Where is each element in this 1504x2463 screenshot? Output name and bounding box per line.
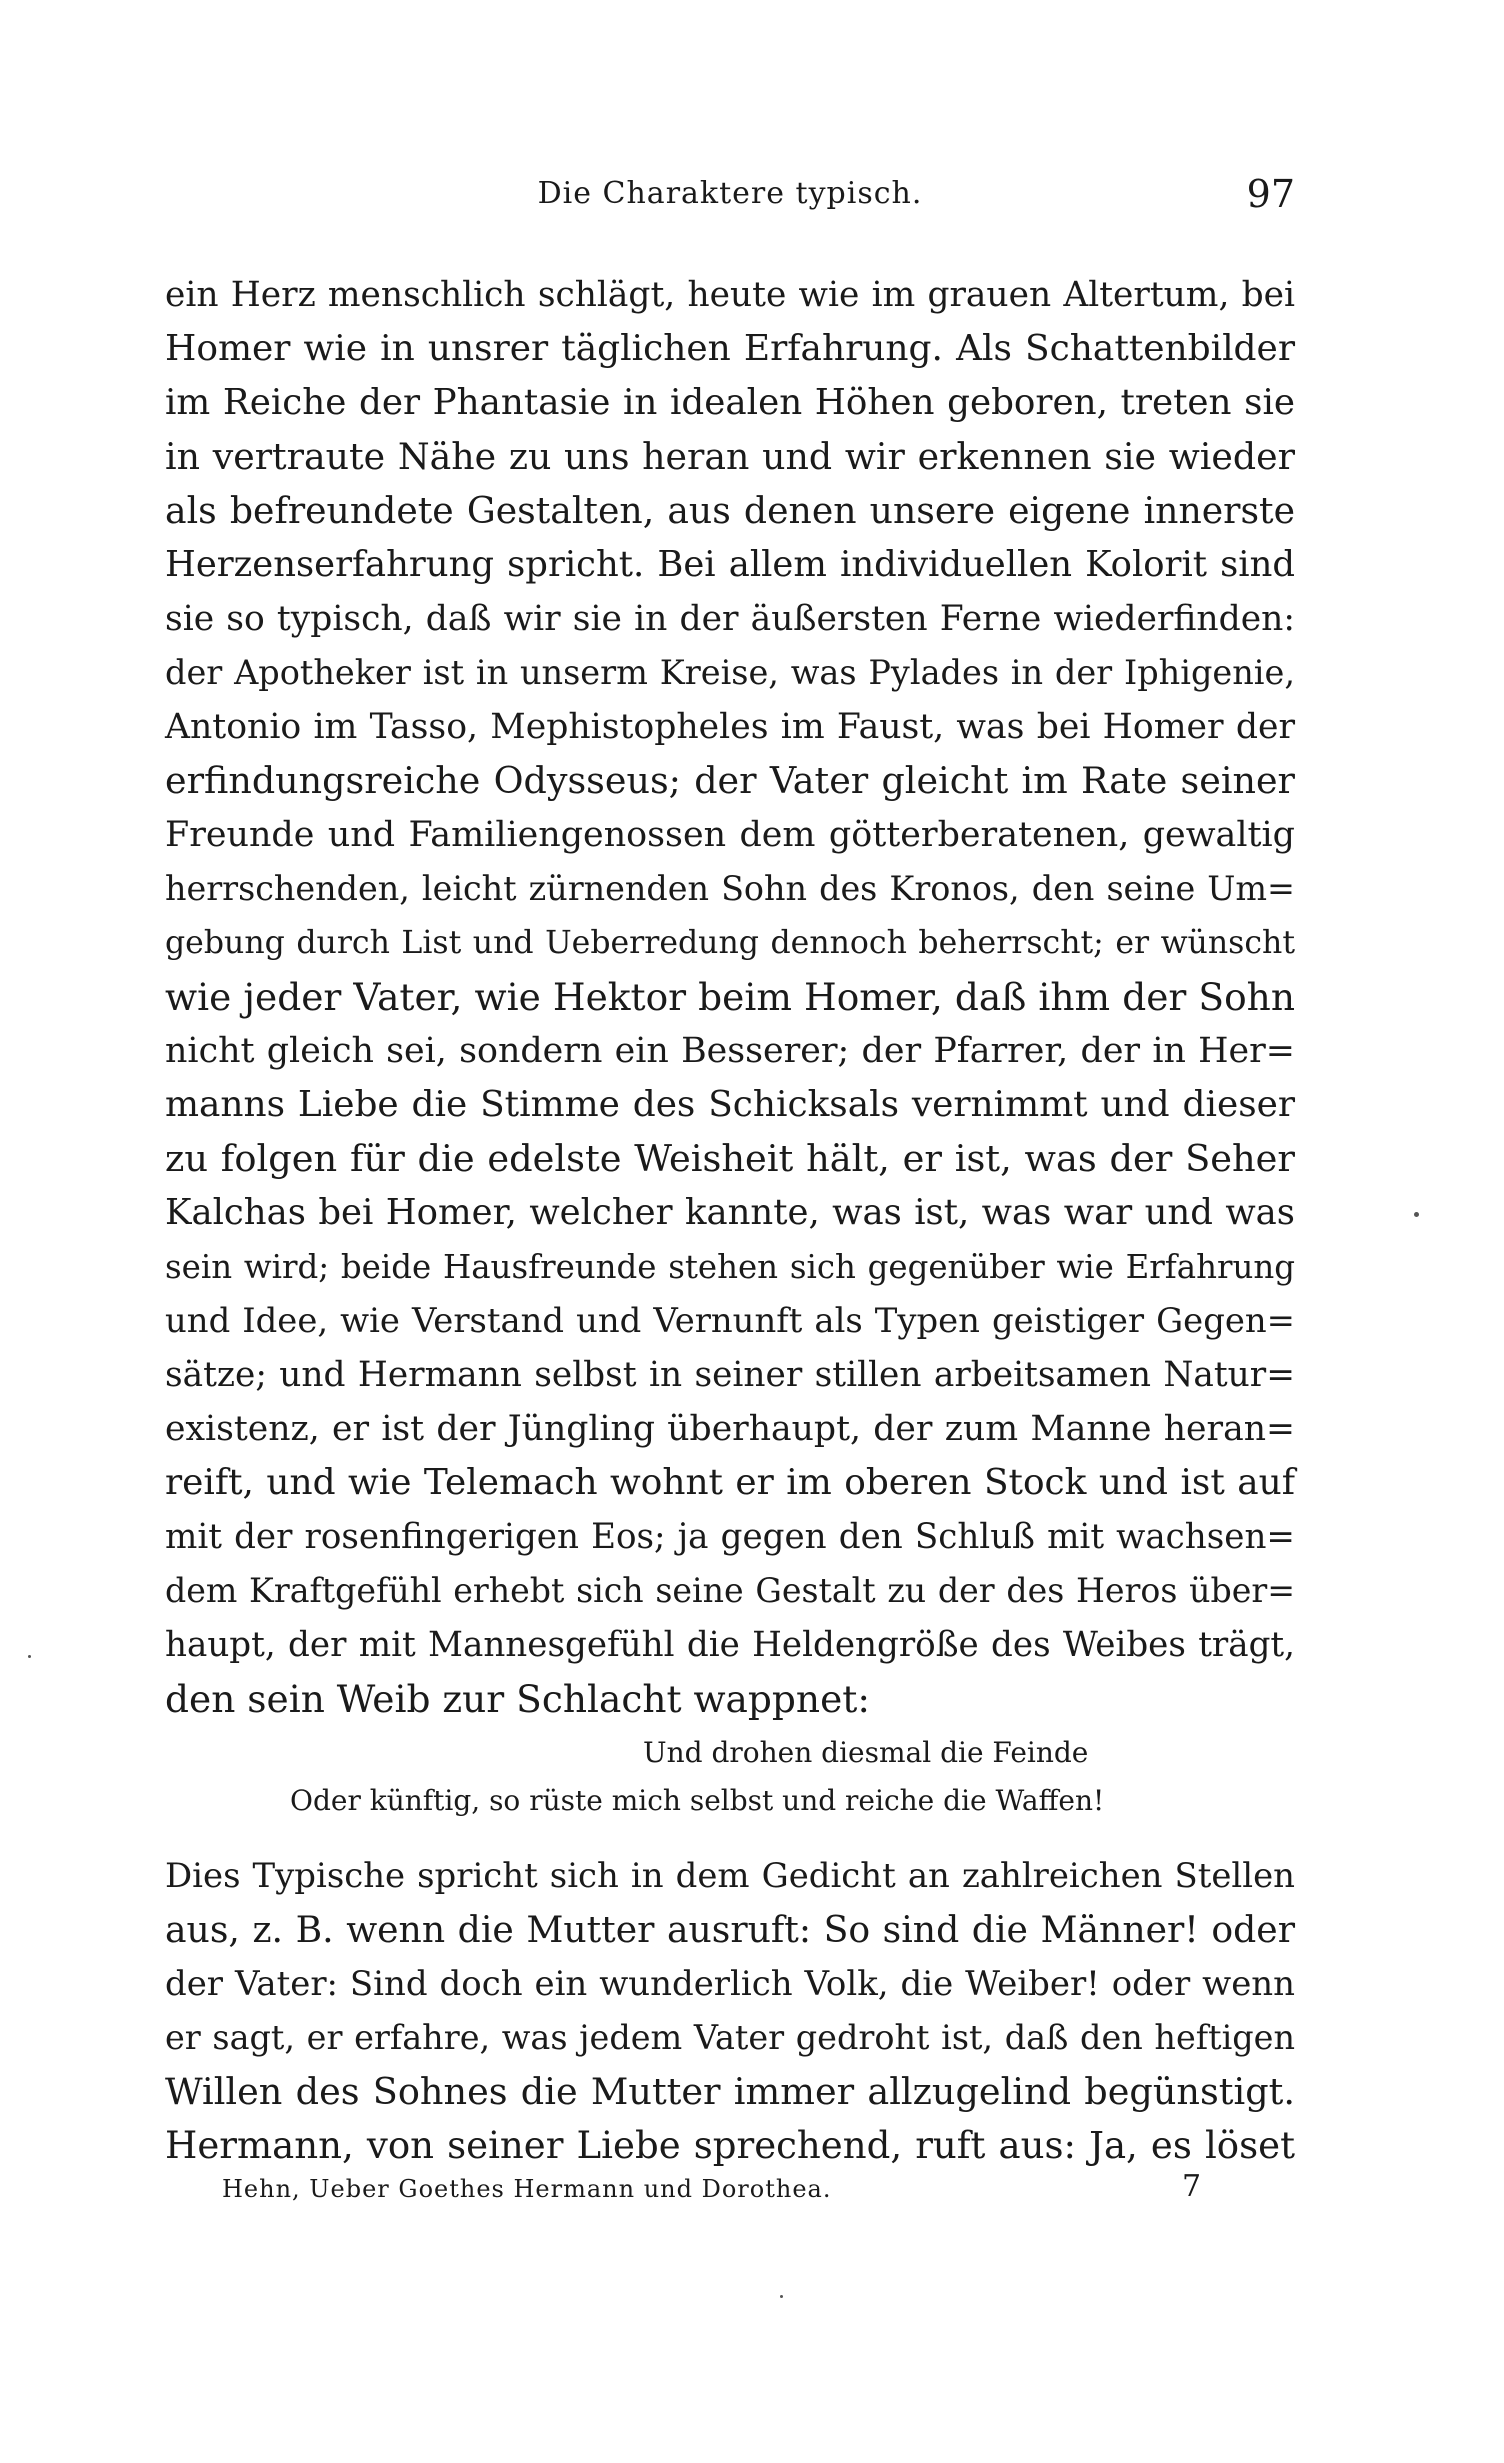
text-line: Homer wie in unsrer täglichen Erfahrung. Als Schattenbilder	[165, 328, 1295, 369]
paper-speck	[780, 2295, 783, 2298]
text-line: der Vater: Sind doch ein wunderlich Volk, die Weiber! oder wenn	[165, 1964, 1295, 2004]
text-line: mit der rosenfingerigen Eos; ja gegen den Schluß mit wachsen=	[165, 1517, 1295, 1557]
text-line: als befreundete Gestalten, aus denen unsere eigene innerste	[165, 489, 1295, 532]
text-line: herrschenden, leicht zürnenden Sohn des Kronos, den seine Um=	[165, 869, 1295, 908]
paragraph-2	[165, 1849, 1295, 2173]
text-line: wie jeder Vater, wie Hektor beim Homer, daß ihm der Sohn	[165, 975, 1295, 1019]
text-line: Willen des Sohnes die Mutter immer allzugelind begünstigt.	[165, 2070, 1295, 2113]
paragraph-1	[165, 268, 1295, 1726]
text-line: in vertraute Nähe zu uns heran und wir erkennen sie wieder	[165, 435, 1295, 478]
text-line: sie so typisch, daß wir sie in der äußersten Ferne wiederfinden:	[165, 599, 1295, 639]
text-line: Kalchas bei Homer, welcher kannte, was ist, was war und was	[165, 1192, 1295, 1233]
text-line: er sagt, er erfahre, was jedem Vater gedroht ist, daß den heftigen	[165, 2018, 1295, 2057]
paper-speck	[1414, 1212, 1419, 1217]
text-line: Antonio im Tasso, Mephistopheles im Faust, was bei Homer der	[165, 707, 1295, 747]
running-head	[165, 172, 1295, 222]
text-line: ein Herz menschlich schlägt, heute wie im grauen Altertum, bei	[165, 275, 1295, 315]
text-line: existenz, er ist der Jüngling überhaupt, der zum Manne heran=	[165, 1409, 1295, 1449]
text-line: sein wird; beide Hausfreunde stehen sich gegenüber wie Erfahrung	[165, 1248, 1295, 1286]
text-line: Hermann, von seiner Liebe sprechend, ruft aus: Ja, es löset	[165, 2124, 1295, 2167]
printer-signature	[222, 2169, 1222, 2215]
text-line: nicht gleich sei, sondern ein Besserer; der Pfarrer, der in Her=	[165, 1031, 1295, 1071]
verse-line: Und drohen diesmal die Feinde	[643, 1736, 1089, 1769]
text-line: zu folgen für die edelste Weisheit hält, er ist, was der Seher	[165, 1137, 1295, 1180]
text-line: und Idee, wie Verstand und Vernunft als Typen geistiger Gegen=	[165, 1301, 1295, 1340]
signature-text: Hehn, Ueber Goethes Hermann und Dorothea.	[222, 2175, 832, 2203]
text-line: manns Liebe die Stimme des Schicksals vernimmt und dieser	[165, 1084, 1295, 1125]
running-title: Die Charaktere typisch.	[537, 176, 923, 211]
paper-speck	[28, 1655, 31, 1658]
text-line: sätze; und Hermann selbst in seiner stillen arbeitsamen Natur=	[165, 1355, 1295, 1395]
text-line: Freunde und Familiengenossen dem götterberatenen, gewaltig	[165, 815, 1295, 855]
text-line: Herzenserfahrung spricht. Bei allem individuellen Kolorit sind	[165, 544, 1295, 585]
text-line: gebung durch List und Ueberredung dennoch beherrscht; er wünscht	[165, 925, 1295, 961]
page-number: 97	[1246, 172, 1295, 216]
text-line: reift, und wie Telemach wohnt er im oberen Stock und ist auf	[165, 1462, 1295, 1503]
signature-mark: 7	[1182, 2169, 1202, 2204]
text-line: im Reiche der Phantasie in idealen Höhen geboren, treten sie	[165, 382, 1295, 423]
text-line: erfindungsreiche Odysseus; der Vater gleicht im Rate seiner	[165, 759, 1295, 802]
verse-quote	[165, 1729, 1295, 1825]
text-line: der Apotheker ist in unserm Kreise, was Pylades in der Iphigenie,	[165, 653, 1295, 692]
text-line: Dies Typische spricht sich in dem Gedicht an zahlreichen Stellen	[165, 1856, 1295, 1895]
text-line: aus, z. B. wenn die Mutter ausruft: So sind die Männer! oder	[165, 1908, 1295, 1951]
text-line: dem Kraftgefühl erhebt sich seine Gestalt zu der des Heros über=	[165, 1571, 1295, 1610]
verse-line: Oder künftig, so rüste mich selbst und reiche die Waffen!	[290, 1784, 1105, 1817]
text-line: den sein Weib zur Schlacht wappnet:	[165, 1677, 870, 1721]
text-line: haupt, der mit Mannesgefühl die Heldengröße des Weibes trägt,	[165, 1625, 1295, 1665]
